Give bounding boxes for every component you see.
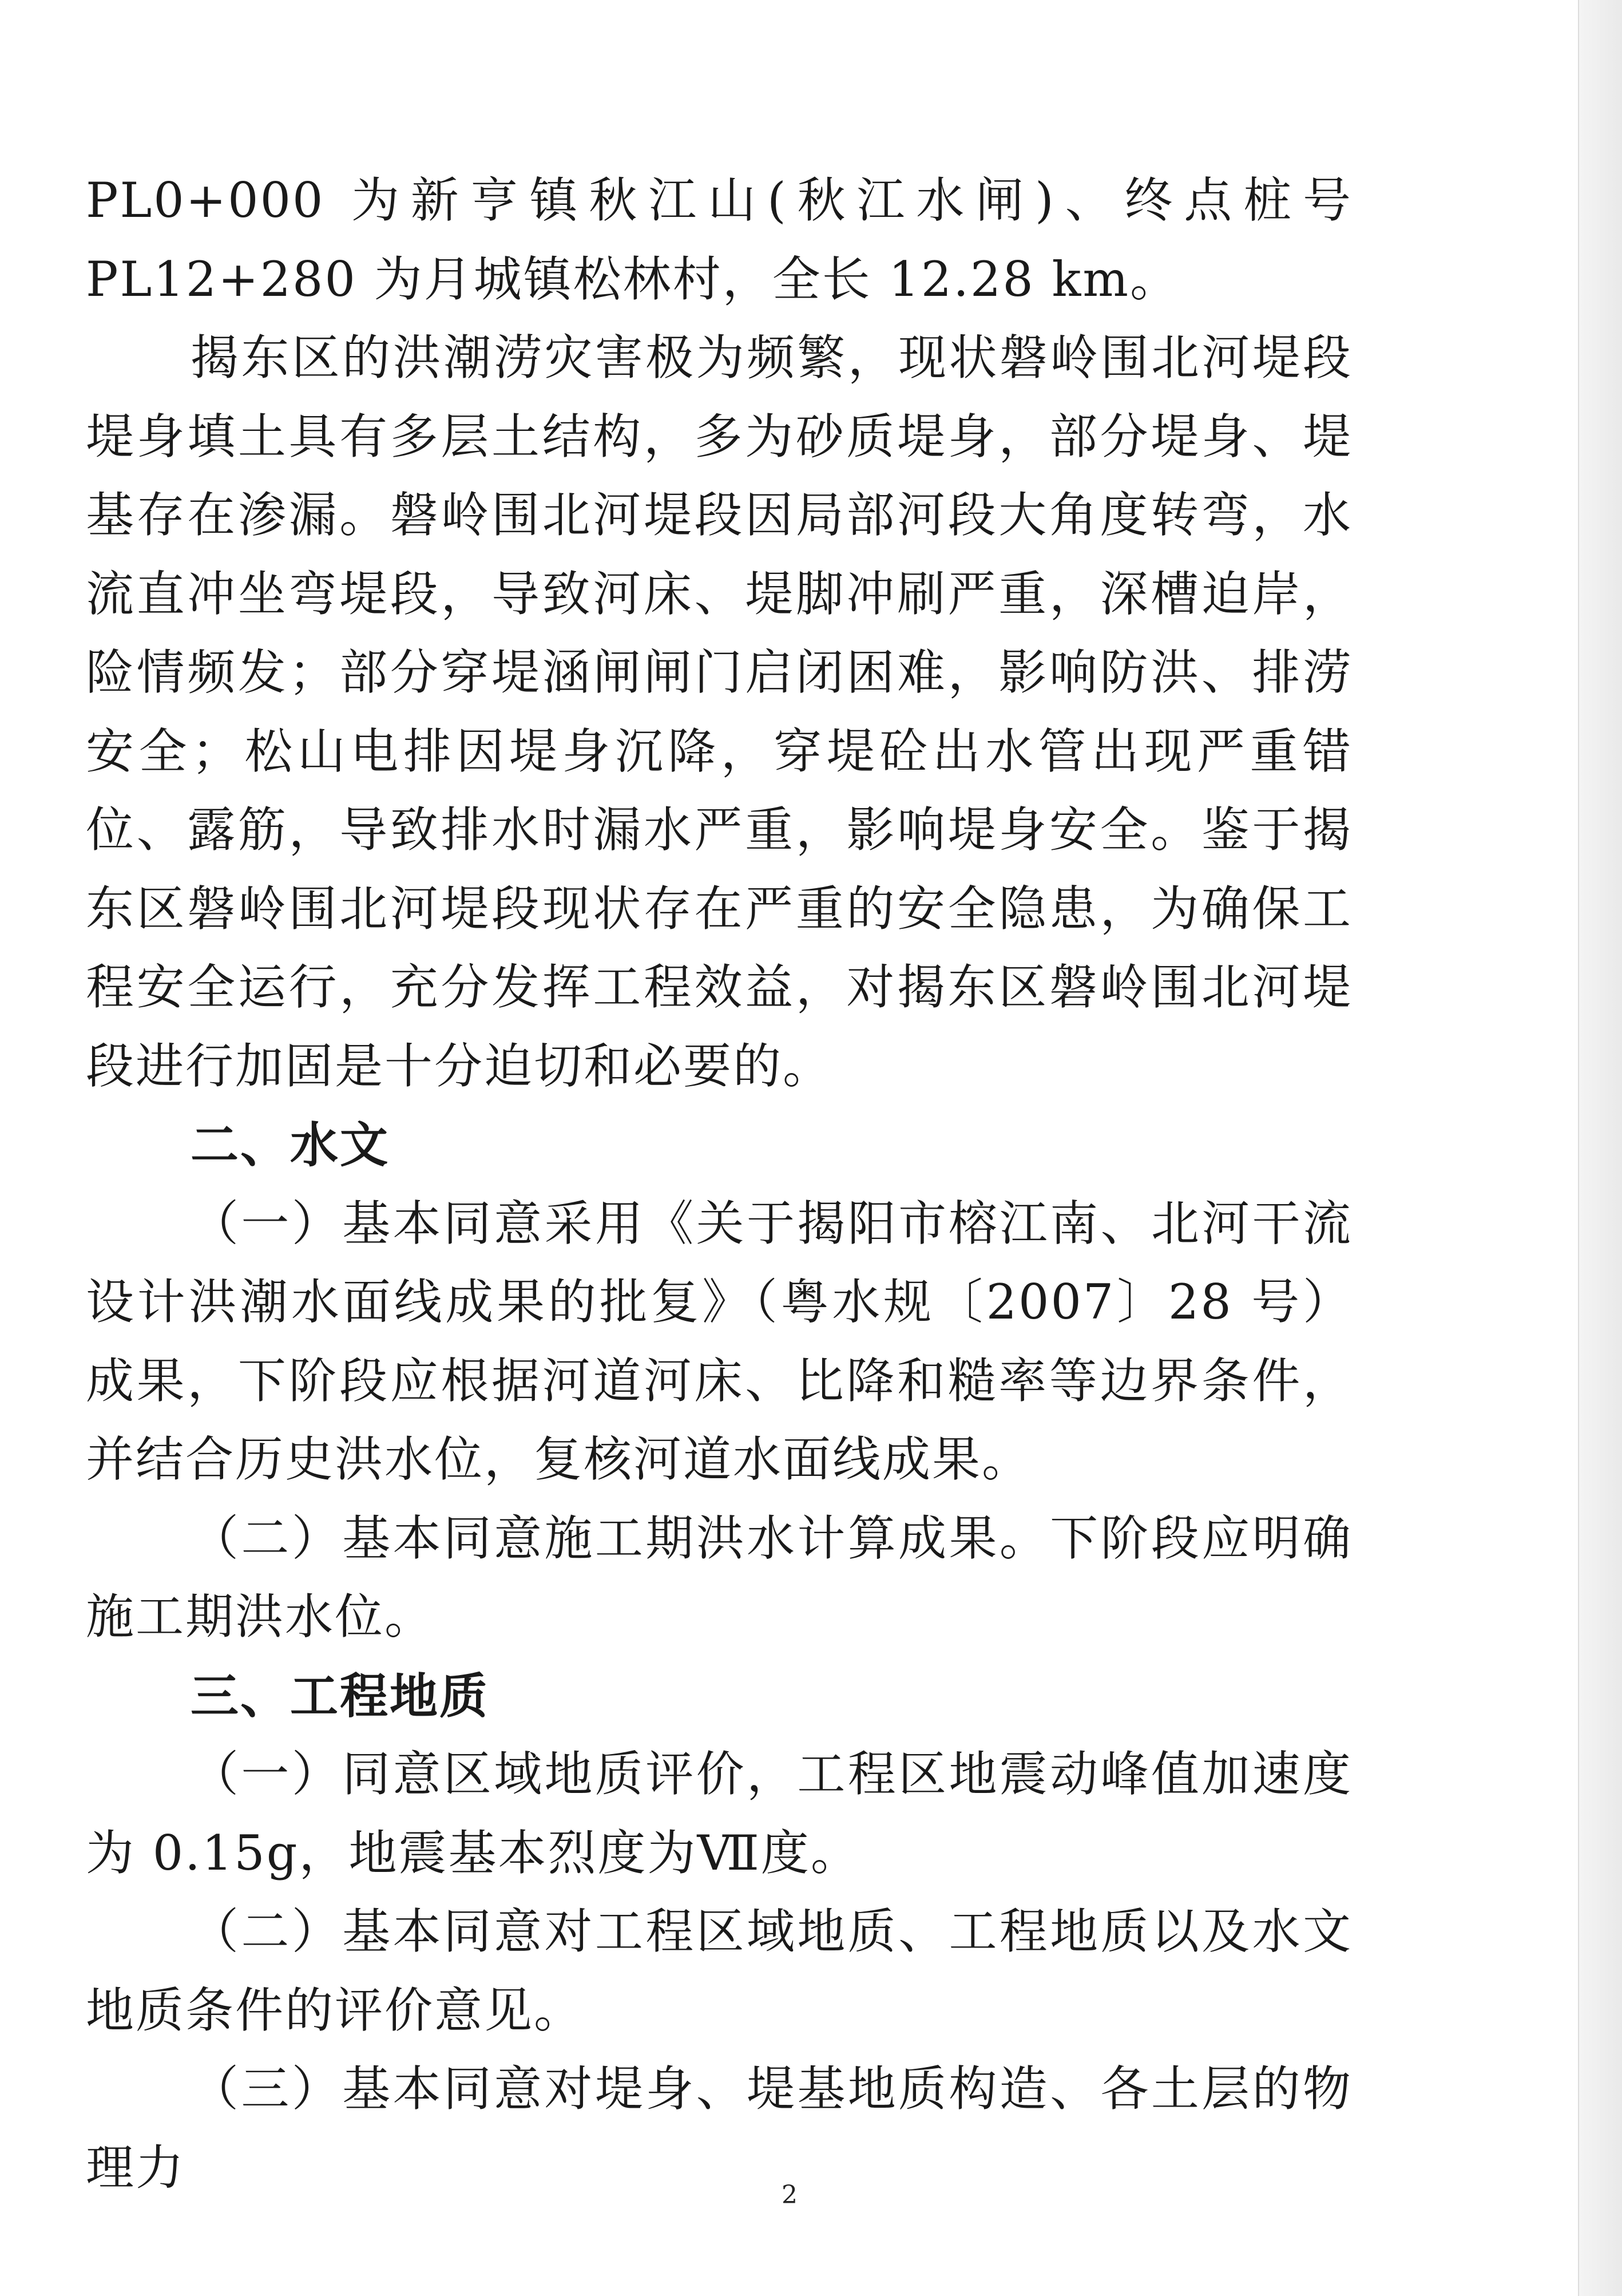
- document-body: [86, 161, 1353, 2207]
- paragraph-hydrology-2: （二）基本同意施工期洪水计算成果。下阶段应明确施工期洪水位。: [86, 1510, 1353, 1645]
- paragraph-geology-2: （二）基本同意对工程区域地质、工程地质以及水文地质条件的评价意见。: [86, 1903, 1353, 2038]
- paragraph-project-necessity: 揭东区的洪潮涝灾害极为频繁，现状磐岭围北河堤段堤身填土具有多层土结构，多为砂质堤身，部分堤身、堤基存在渗漏。磐岭围北河堤段因局部河段大角度转弯，水流直冲坐弯堤段，导致河床、堤脚冲刷严重，深槽迫岸，险情频发；部分穿堤涵闸闸门启闭困难，影响防洪、排涝安全；松山电排因堤身沉降，穿堤砼出水管出现严重错位、露筋，导致排水时漏水严重，影响堤身安全。鉴于揭东区磐岭围北河堤段现状存在严重的安全隐患，为确保工程安全运行，充分发挥工程效益，对揭东区磐岭围北河堤段进行加固是十分迫切和必要的。: [86, 330, 1353, 1094]
- paragraph-geology-1: （一）同意区域地质评价，工程区地震动峰值加速度为 0.15g，地震基本烈度为Ⅶ度。: [86, 1746, 1353, 1881]
- section-heading-hydrology: 二、水文: [191, 1117, 390, 1173]
- scan-edge-shade: [1579, 0, 1622, 2296]
- paragraph-project-extent: PL0+000 为新亨镇秋江山(秋江水闸)、终点桩号 PL12+280 为月城镇松林村，全长 12.28 km。: [86, 172, 1353, 307]
- paragraph-hydrology-1: （一）基本同意采用《关于揭阳市榕江南、北河干流设计洪潮水面线成果的批复》（粤水规〔2007〕28 号）成果，下阶段应根据河道河床、比降和糙率等边界条件，并结合历史洪水位，复核河道水面线成果。: [86, 1195, 1353, 1487]
- page-number: 2: [782, 2180, 798, 2210]
- paragraph-geology-3: （三）基本同意对堤身、堤基地质构造、各土层的物理力: [86, 2061, 1353, 2196]
- section-heading-geology: 三、工程地质: [191, 1667, 490, 1724]
